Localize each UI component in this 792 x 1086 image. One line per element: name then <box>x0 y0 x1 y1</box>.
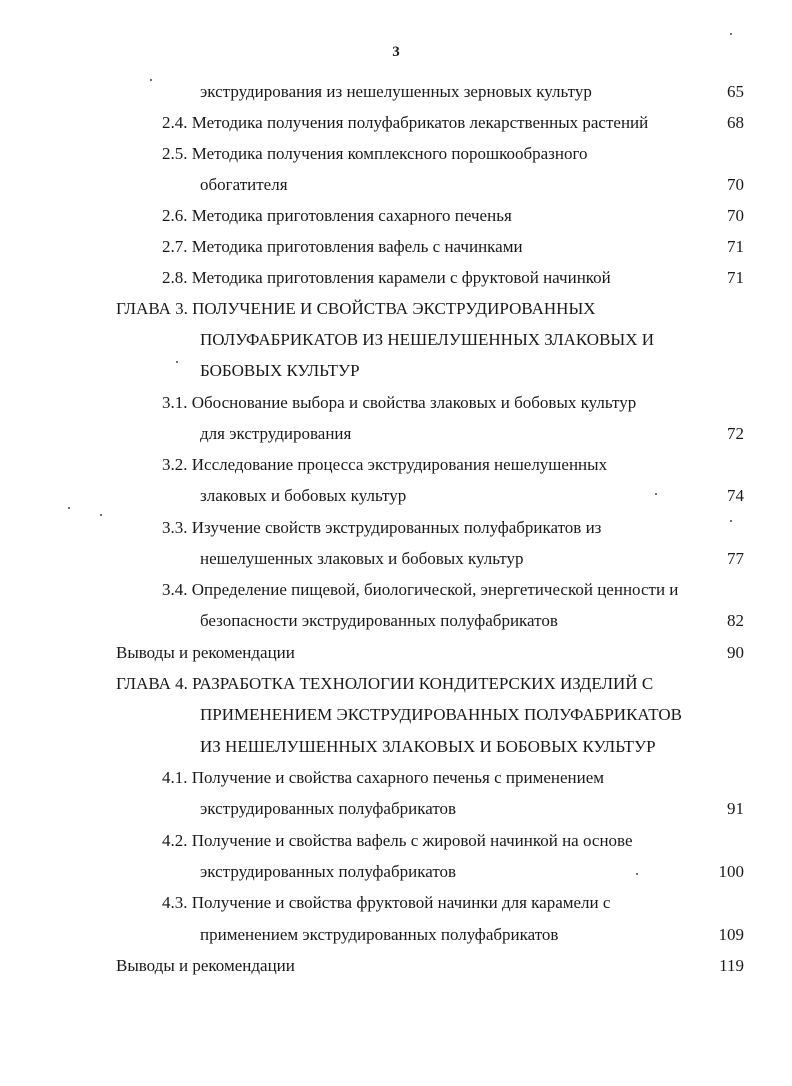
toc-entry <box>0 393 792 424</box>
toc-entry-page: 70 <box>727 206 744 225</box>
scan-speck <box>730 33 732 35</box>
toc-entry <box>0 424 792 455</box>
toc-entry <box>0 82 792 113</box>
toc-entry <box>0 455 792 486</box>
toc-entry-page: 91 <box>727 799 744 818</box>
toc-entry <box>0 643 792 674</box>
toc-entry-title: 3.1. Обоснование выбора и свойства злаковых и бобовых культур <box>162 393 637 412</box>
toc-entry <box>0 862 792 893</box>
toc-entry-title: 4.3. Получение и свойства фруктовой начинки для карамели с <box>162 893 611 912</box>
toc-entry-title: безопасности экструдированных полуфабрикатов <box>200 611 558 630</box>
toc-entry <box>0 268 792 299</box>
toc-chapter-heading <box>0 299 792 330</box>
toc-entry-title: 2.4. Методика получения полуфабрикатов лекарственных растений <box>162 113 649 132</box>
toc-entry <box>0 144 792 175</box>
toc-entry-title: 2.6. Методика приготовления сахарного печенья <box>162 206 512 225</box>
toc-entry <box>0 611 792 642</box>
toc-entry-page: 70 <box>727 175 744 194</box>
toc-entry-page: 119 <box>719 956 744 975</box>
toc-entry-title: обогатителя <box>200 175 288 194</box>
toc-entry-title: нешелушенных злаковых и бобовых культур <box>200 549 524 568</box>
toc-entry <box>0 893 792 924</box>
toc-entry-page: 82 <box>727 611 744 630</box>
toc-entry-page: 71 <box>727 237 744 256</box>
toc-entry-page: 90 <box>727 643 744 662</box>
toc-entry <box>0 768 792 799</box>
toc-entry <box>0 925 792 956</box>
toc-entry-title: 4.1. Получение и свойства сахарного печенья с применением <box>162 768 605 787</box>
toc-entry-title: экструдированных полуфабрикатов <box>200 862 457 881</box>
toc-chapter-heading <box>0 705 792 736</box>
toc-entry <box>0 580 792 611</box>
toc-entry-page: 100 <box>718 862 744 881</box>
toc-entry-title: 3.4. Определение пищевой, биологической, энергетической ценности и <box>162 580 679 599</box>
toc-entry-title: для экструдирования <box>200 424 352 443</box>
toc-chapter-heading <box>0 361 792 392</box>
toc-entry-page: 72 <box>727 424 744 443</box>
toc-entry <box>0 549 792 580</box>
toc-entry <box>0 237 792 268</box>
toc-entry <box>0 799 792 830</box>
page-number: 3 <box>392 44 400 60</box>
toc-entry-page: 68 <box>727 113 744 132</box>
toc-entry-title: применением экструдированных полуфабрикатов <box>200 925 559 944</box>
toc-entry-title: ПРИМЕНЕНИЕМ ЭКСТРУДИРОВАННЫХ ПОЛУФАБРИКАТОВ <box>200 705 682 724</box>
toc-entry-title: экструдированных полуфабрикатов <box>200 799 457 818</box>
toc-entry-title: ИЗ НЕШЕЛУШЕННЫХ ЗЛАКОВЫХ И БОБОВЫХ КУЛЬТУР <box>200 737 656 756</box>
toc-entry <box>0 956 792 987</box>
toc-entry <box>0 518 792 549</box>
toc-entry-title: БОБОВЫХ КУЛЬТУР <box>200 361 360 380</box>
toc-entry-title: 4.2. Получение и свойства вафель с жировой начинкой на основе <box>162 831 633 850</box>
scan-speck <box>150 79 152 81</box>
toc-entry-title: экструдирования из нешелушенных зерновых культур <box>200 82 592 101</box>
toc-entry-title: 2.5. Методика получения комплексного порошкообразного <box>162 144 588 163</box>
toc-entry-page: 77 <box>727 549 744 568</box>
toc-entry-title: 3.2. Исследование процесса экструдирования нешелушенных <box>162 455 608 474</box>
toc-entry <box>0 831 792 862</box>
toc-entry-title: 2.7. Методика приготовления вафель с начинками <box>162 237 523 256</box>
toc-entry-title: злаковых и бобовых культур <box>200 486 407 505</box>
toc-entry <box>0 175 792 206</box>
toc-entry-page: 109 <box>718 925 744 944</box>
toc-chapter-heading <box>0 674 792 705</box>
toc-chapter-heading <box>0 330 792 361</box>
toc-entry-title: ПОЛУФАБРИКАТОВ ИЗ НЕШЕЛУШЕННЫХ ЗЛАКОВЫХ И <box>200 330 655 349</box>
toc-entry-title: 2.8. Методика приготовления карамели с фруктовой начинкой <box>162 268 611 287</box>
toc-entry-title: 3.3. Изучение свойств экструдированных полуфабрикатов из <box>162 518 602 537</box>
toc-entry-title: Выводы и рекомендации <box>116 956 295 975</box>
toc-entry-page: 65 <box>727 82 744 101</box>
toc-entry <box>0 206 792 237</box>
toc-entry-title: ГЛАВА 3. ПОЛУЧЕНИЕ И СВОЙСТВА ЭКСТРУДИРОВАННЫХ <box>116 299 596 318</box>
toc-entry-page: 71 <box>727 268 744 287</box>
toc-entry-title: Выводы и рекомендации <box>116 643 295 662</box>
toc-chapter-heading <box>0 737 792 768</box>
toc-entry-page: 74 <box>727 486 744 505</box>
toc-entry <box>0 486 792 517</box>
toc-entry-title: ГЛАВА 4. РАЗРАБОТКА ТЕХНОЛОГИИ КОНДИТЕРСКИХ ИЗДЕЛИЙ С <box>116 674 654 693</box>
toc-entry <box>0 113 792 144</box>
